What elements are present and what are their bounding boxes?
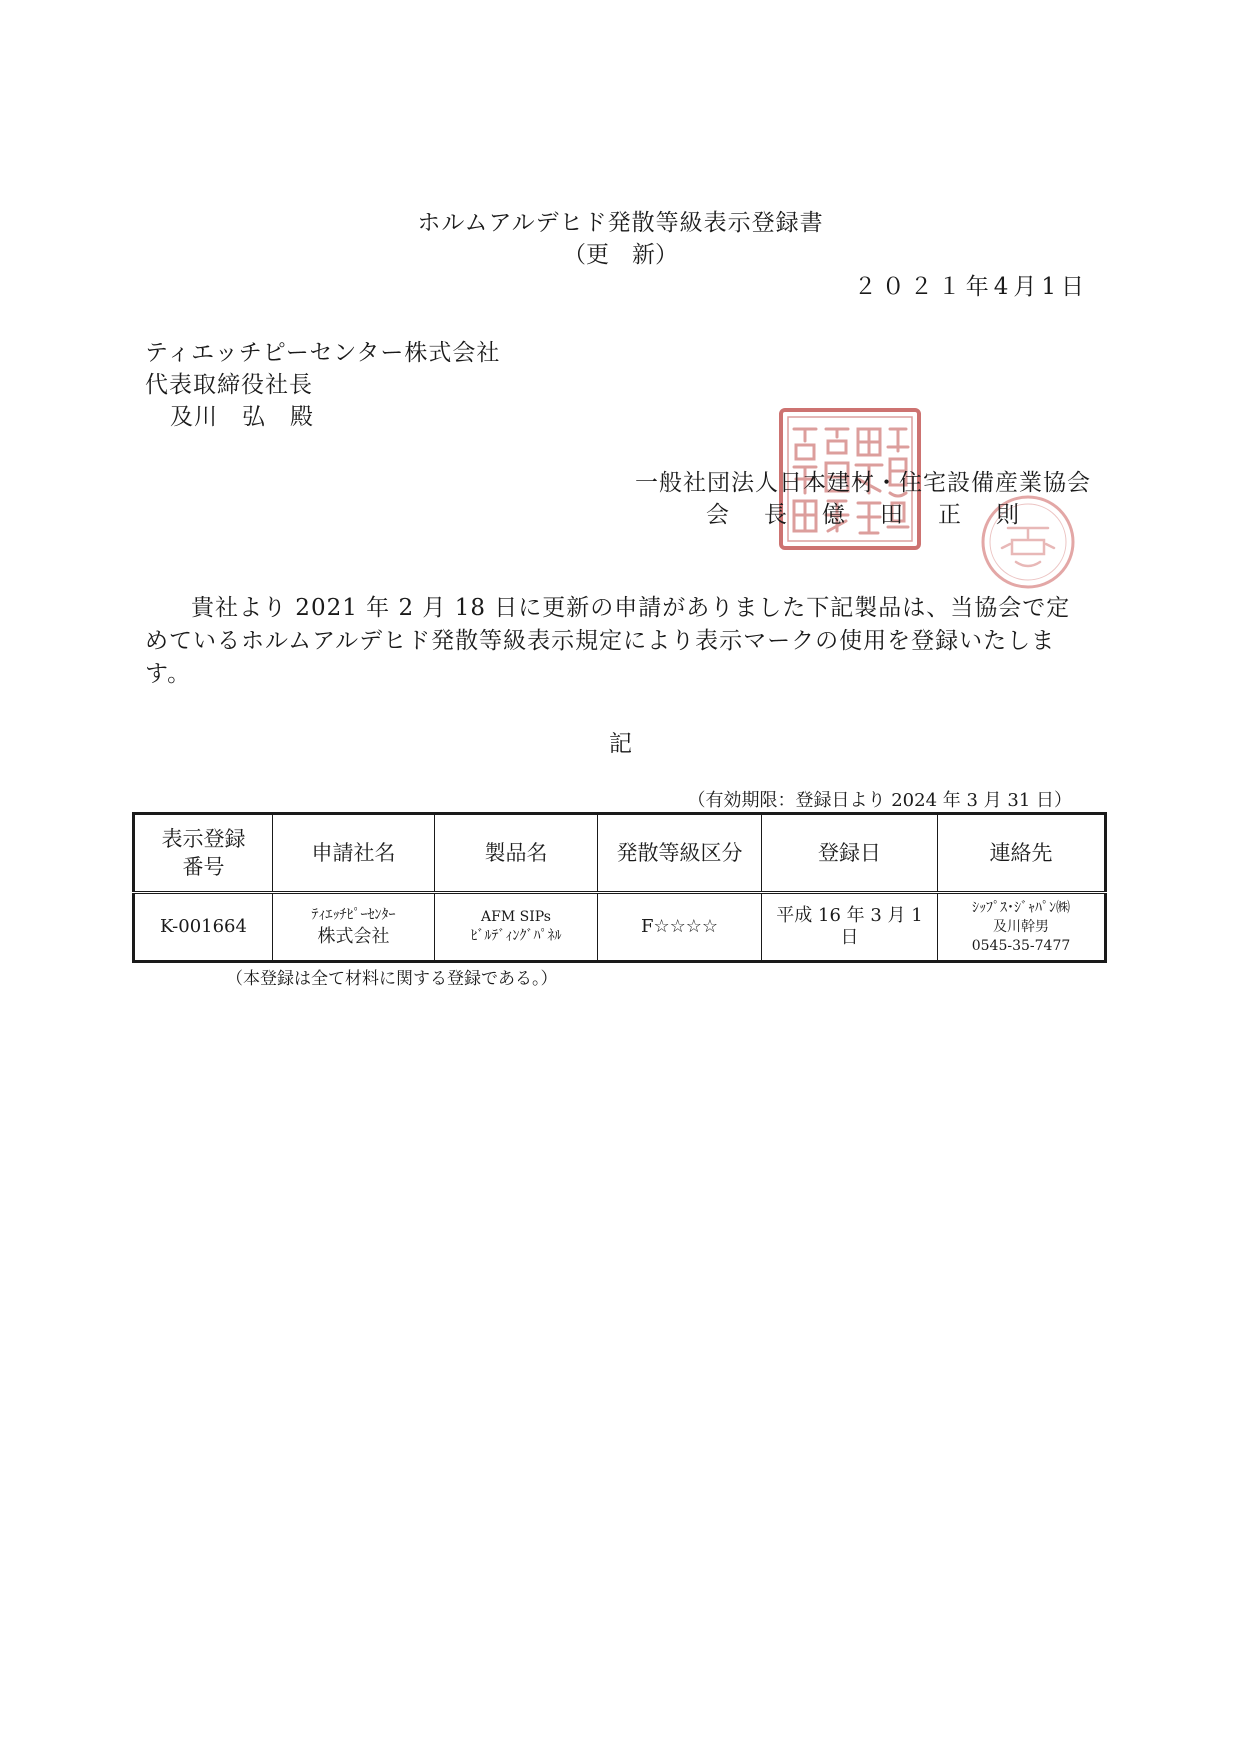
recipient-name: 及川 弘 殿 — [170, 404, 314, 430]
president-char: 則 — [996, 502, 1019, 528]
registration-table — [132, 812, 1107, 963]
body-paragraph: 貴社より 2021 年 2 月 18 日に更新の申請がありました下記製品は、当協会で定めているホルムアルデヒド発散等級表示規定により表示マークの使用を登録いたします。 — [145, 595, 1071, 687]
issuer-organization: 一般社団法人日本建材・住宅設備産業協会 — [635, 470, 1091, 496]
recipient-company: ティエッチピーセンター株式会社 — [145, 340, 501, 366]
header-emission-grade: 発散等級区分 — [598, 814, 762, 893]
cell-emission-grade: F☆☆☆☆ — [598, 893, 762, 962]
cell-contact: ｼｯﾌﾟｽ･ｼﾞｬﾊﾟﾝ㈱ 及川幹男 0545-35-7477 — [938, 893, 1106, 962]
header-product-name: 製品名 — [435, 814, 598, 893]
validity-note: （有効期限：登録日より 2024 年 3 月 31 日） — [687, 790, 1072, 811]
recipient-position: 代表取締役社長 — [145, 372, 313, 398]
document-title: ホルムアルデヒド発散等級表示登録書 — [417, 210, 824, 236]
table-row — [134, 893, 1106, 962]
table-header-row — [134, 814, 1106, 893]
issue-date: ２０２１年4月1日 — [853, 274, 1089, 300]
president-char: 田 — [880, 502, 903, 528]
header-registration-number: 表示登録 番号 — [134, 814, 273, 893]
cell-product-name: AFM SIPs ﾋﾞﾙﾃﾞｨﾝｸﾞﾊﾟﾈﾙ — [435, 893, 598, 962]
cell-registration-date: 平成 16 年 3 月 1 日 — [762, 893, 938, 962]
header-applicant-company: 申請社名 — [273, 814, 435, 893]
president-char: 会 — [706, 502, 729, 528]
president-char: 正 — [938, 502, 961, 528]
ki-heading: 記 — [609, 731, 632, 757]
document-subtitle: （更 新） — [563, 242, 678, 268]
president-char: 億 — [822, 502, 845, 528]
issuer-president — [706, 496, 1054, 529]
footnote: （本登録は全て材料に関する登録である。） — [226, 969, 558, 989]
president-char: 長 — [764, 502, 787, 528]
cell-registration-number: K-001664 — [134, 893, 273, 962]
header-registration-date: 登録日 — [762, 814, 938, 893]
cell-applicant-company: ﾃｨｴｯﾁﾋﾟｰｾﾝﾀｰ 株式会社 — [273, 893, 435, 962]
header-contact: 連絡先 — [938, 814, 1106, 893]
